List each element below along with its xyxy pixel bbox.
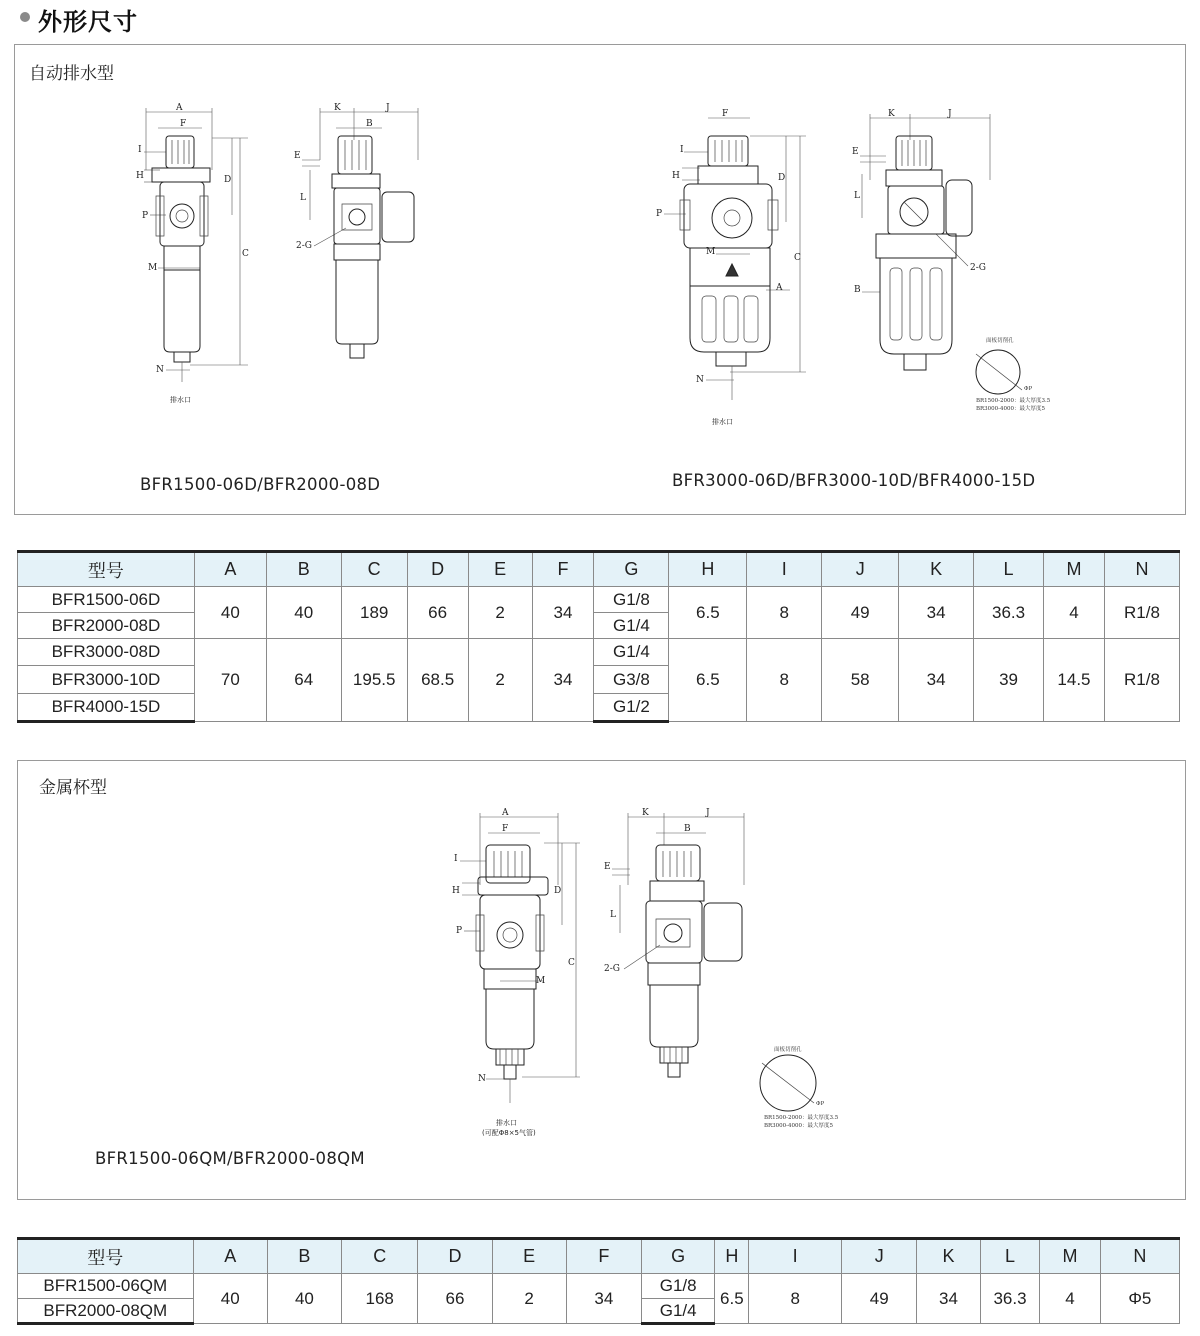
col-header: A [194,552,266,587]
cell-d: 66 [418,1274,492,1324]
col-header: B [267,1239,341,1274]
cell-f: 34 [532,587,594,639]
col-header: K [917,1239,980,1274]
svg-text:N: N [696,375,704,385]
caption-metal-models: BFR1500-06QM/BFR2000-08QM [95,1149,365,1168]
col-header: K [899,552,974,587]
model-cell: BFR2000-08QM [18,1299,194,1324]
auto-drain-label: 自动排水型 [29,64,114,84]
model-cell: BFR3000-08D [18,639,195,666]
cell-g: G1/2 [594,694,669,722]
cell-i: 8 [747,587,822,639]
cell-e: 2 [468,587,532,639]
panel-cut-note2-2: BR3000-4000：最大厚度5 [764,1123,834,1129]
spec-table-metal-cup [17,1237,1180,1325]
cell-n: R1/8 [1104,639,1179,722]
col-header: F [566,1239,641,1274]
svg-text:N: N [156,365,164,375]
svg-text:J: J [706,808,710,818]
col-header: H [715,1239,749,1274]
cell-a: 70 [194,639,266,722]
svg-text:D: D [224,175,232,185]
cell-f: 34 [566,1274,641,1324]
col-header: E [492,1239,566,1274]
panel-cut-note1-1: BR1500-2000：最大厚度3.5 [976,398,1051,404]
col-header: G [594,552,669,587]
svg-text:B: B [854,285,861,295]
drain-label-2: 排水口 [712,418,733,426]
col-header: M [1040,1239,1100,1274]
svg-text:F: F [722,109,729,119]
col-header: D [407,552,468,587]
svg-text:A: A [176,103,183,113]
svg-text:M: M [536,976,546,986]
cell-m: 4 [1040,1274,1100,1324]
cell-b: 64 [266,639,341,722]
table2-header-row [18,1239,1180,1274]
svg-text:E: E [852,147,859,157]
svg-text:M: M [706,247,716,257]
col-header: J [822,552,899,587]
cell-e: 2 [468,639,532,722]
col-header: A [193,1239,267,1274]
cell-h: 6.5 [715,1274,749,1324]
col-header: J [842,1239,917,1274]
svg-text:H: H [452,886,460,896]
cell-i: 8 [749,1274,842,1324]
drawing-large-side-view [840,100,1060,420]
col-header: D [418,1239,492,1274]
drawing-large-front-view [650,100,820,435]
table-row [18,639,1180,666]
svg-text:F: F [180,119,187,129]
svg-text:K: K [334,103,341,113]
cell-g: G1/4 [641,1299,714,1324]
cell-c: 168 [342,1274,418,1324]
svg-text:I: I [454,854,458,864]
table1-header-row [18,552,1180,587]
model-cell: BFR1500-06QM [18,1274,194,1299]
cell-h: 6.5 [669,587,747,639]
drawing-metal-side-view [598,805,848,1135]
panel-cut-note1-2: BR1500-2000：最大厚度3.5 [764,1115,839,1121]
cell-h: 6.5 [669,639,747,722]
col-header: G [641,1239,714,1274]
col-header: B [266,552,341,587]
svg-text:N: N [478,1074,486,1084]
drawing-small-side-view [290,100,430,380]
cell-d: 68.5 [407,639,468,722]
col-header: C [341,552,407,587]
cell-d: 66 [407,587,468,639]
cell-n: Φ5 [1100,1274,1179,1324]
col-header: E [468,552,532,587]
col-header: I [749,1239,842,1274]
svg-text:I: I [138,145,142,155]
col-header: L [980,1239,1040,1274]
svg-text:D: D [778,173,786,183]
cell-e: 2 [492,1274,566,1324]
svg-text:F: F [502,824,509,834]
panel-cut-label-1: 面板切削孔 [986,338,1014,344]
svg-text:P: P [656,209,663,219]
svg-text:C: C [568,958,575,968]
svg-text:2-G: 2-G [604,964,620,974]
svg-text:J: J [386,103,390,113]
svg-text:A: A [776,283,783,293]
model-cell: BFR2000-08D [18,613,195,639]
caption-large-models: BFR3000-06D/BFR3000-10D/BFR4000-15D [672,471,1036,490]
svg-text:ΦP: ΦP [816,1101,825,1107]
svg-text:B: B [684,824,691,834]
svg-text:C: C [242,249,249,259]
caption-small-models: BFR1500-06D/BFR2000-08D [140,475,381,494]
svg-text:E: E [294,151,301,161]
svg-text:J: J [948,109,952,119]
col-header: H [669,552,747,587]
svg-text:A: A [502,808,509,818]
col-header: L [974,552,1044,587]
svg-text:L: L [610,910,616,920]
cell-m: 14.5 [1044,639,1105,722]
col-header: I [747,552,822,587]
svg-text:E: E [604,862,611,872]
drawing-metal-front-view [440,805,590,1140]
cell-m: 4 [1044,587,1105,639]
cell-b: 40 [267,1274,341,1324]
cell-g: G1/8 [594,587,669,613]
cell-a: 40 [194,587,266,639]
panel-cut-label-2: 面板切削孔 [774,1047,802,1053]
panel-cut-note2-1: BR3000-4000：最大厚度5 [976,406,1046,412]
svg-text:2-G: 2-G [970,263,986,273]
cell-c: 189 [341,587,407,639]
drawing-small-front-view [130,100,260,410]
model-cell: BFR1500-06D [18,587,195,613]
cell-j: 49 [842,1274,917,1324]
table-row [18,1274,1180,1299]
col-header: 型号 [18,1239,194,1274]
model-cell: BFR3000-10D [18,666,195,694]
cell-k: 34 [917,1274,980,1324]
cell-k: 34 [899,639,974,722]
spec-table-auto-drain [17,550,1180,723]
svg-text:P: P [142,211,149,221]
svg-text:L: L [300,193,306,203]
page-title: 外形尺寸 [38,8,138,36]
cell-g: G3/8 [594,666,669,694]
svg-text:I: I [680,145,684,155]
cell-g: G1/4 [594,639,669,666]
table-row [18,587,1180,613]
drain-note: (可配Φ8×5气管) [482,1129,536,1137]
col-header: M [1044,552,1105,587]
cell-n: R1/8 [1104,587,1179,639]
col-header: F [532,552,594,587]
col-header: N [1100,1239,1179,1274]
cell-k: 34 [899,587,974,639]
svg-text:H: H [136,171,144,181]
title-bullet-icon [20,12,30,22]
svg-text:K: K [888,109,895,119]
cell-b: 40 [266,587,341,639]
svg-text:P: P [456,926,463,936]
svg-text:H: H [672,171,680,181]
cell-l: 39 [974,639,1044,722]
drain-label-1: 排水口 [170,396,191,404]
cell-g: G1/4 [594,613,669,639]
col-header: N [1104,552,1179,587]
cell-l: 36.3 [974,587,1044,639]
svg-text:K: K [642,808,649,818]
model-cell: BFR4000-15D [18,694,195,722]
cell-f: 34 [532,639,594,722]
col-header: C [342,1239,418,1274]
cell-a: 40 [193,1274,267,1324]
cell-j: 58 [822,639,899,722]
svg-text:B: B [366,119,373,129]
svg-text:ΦP: ΦP [1024,386,1033,392]
svg-text:M: M [148,263,158,273]
svg-text:D: D [554,886,562,896]
cell-c: 195.5 [341,639,407,722]
svg-text:L: L [854,191,860,201]
cell-g: G1/8 [641,1274,714,1299]
metal-cup-label: 金属杯型 [39,778,107,798]
cell-j: 49 [822,587,899,639]
col-header: 型号 [18,552,195,587]
cell-l: 36.3 [980,1274,1040,1324]
svg-text:C: C [794,253,801,263]
cell-i: 8 [747,639,822,722]
drain-label-3: 排水口 [496,1119,517,1127]
svg-text:2-G: 2-G [296,241,312,251]
